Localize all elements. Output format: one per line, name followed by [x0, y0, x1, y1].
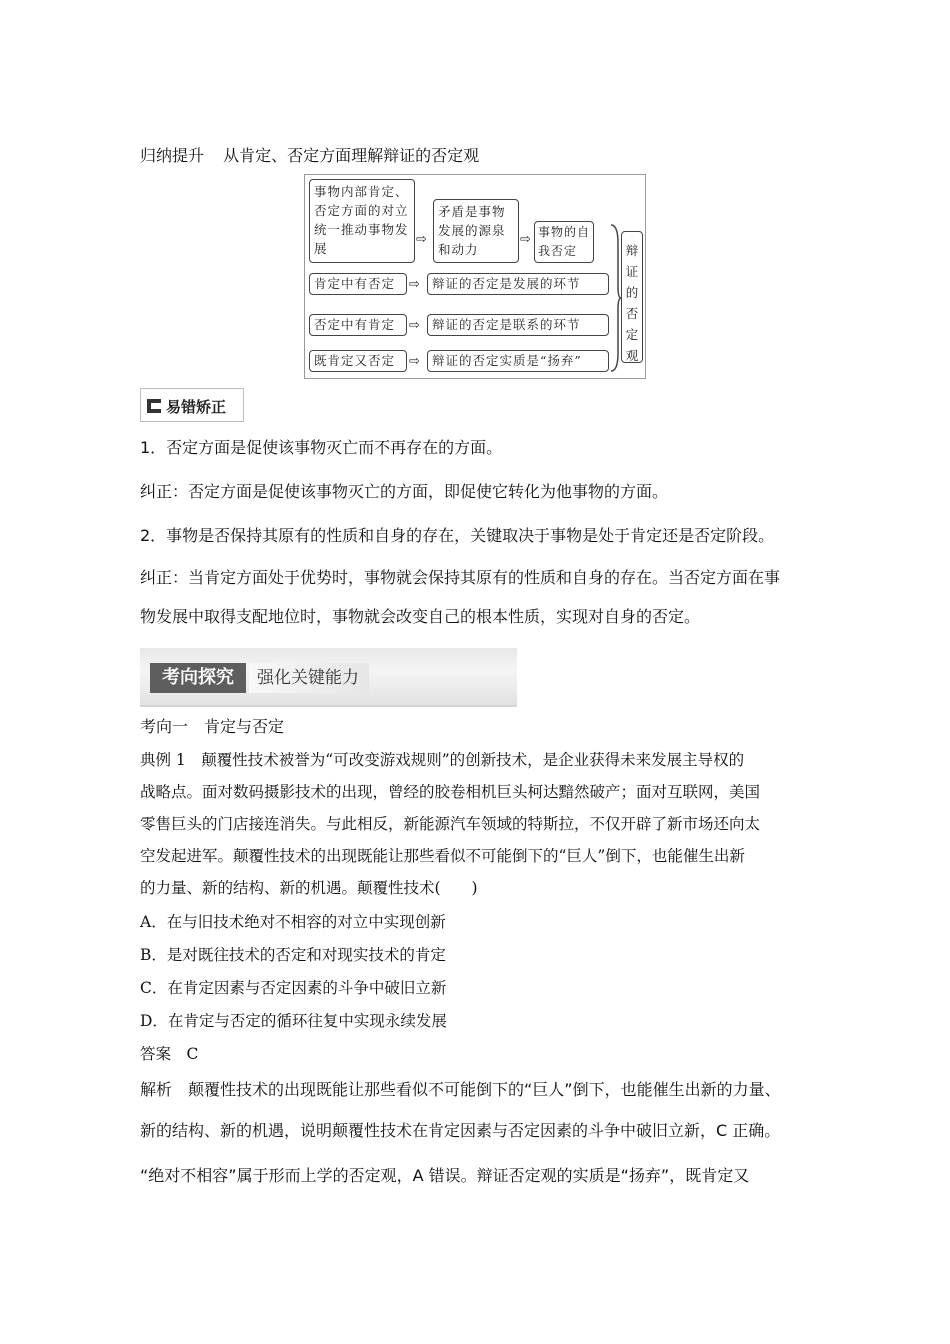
heading-label: 归纳提升	[140, 146, 205, 165]
error-correction-2	[140, 568, 780, 588]
analysis-line: “绝对不相容”属于形而上学的否定观，A 错误。辩证否定观的实质是“扬弃”，既肯定又	[140, 1166, 750, 1185]
heading	[140, 146, 479, 166]
example-line: 零售巨头的门店接连消失。与此相反，新能源汽车领域的特斯拉，不仅开辟了新市场还向太	[140, 815, 761, 833]
brace-icon	[609, 223, 621, 373]
example-line: 的力量、新的结构、新的机遇。颠覆性技术( )	[140, 879, 478, 897]
option-d: D．在肯定与否定的循环往复中实现永续发展	[140, 1012, 447, 1030]
arrow-icon: ⇨	[520, 232, 531, 247]
error-correction-1	[140, 482, 668, 502]
arrow-icon: ⇨	[416, 232, 427, 247]
example-line: 空发起进军。颠覆性技术的出现既能让那些看似不可能倒下的“巨人”倒下，也能催生出新	[140, 847, 745, 865]
topic-heading: 考向一 肯定与否定	[140, 717, 285, 736]
error-statement-1: 1．否定方面是促使该事物灭亡而不再存在的方面。	[140, 438, 503, 457]
section-marker-icon	[147, 399, 161, 413]
correction-label: 纠正：	[140, 568, 189, 587]
diagram-box-internal-opposition: 事物内部肯定、否定方面的对立统一推动事物发展	[309, 179, 415, 263]
concept-diagram	[304, 174, 646, 379]
option-b: B．是对既往技术的否定和对现实技术的肯定	[140, 946, 446, 964]
analysis-line: 新的结构、新的机遇，说明颠覆性技术在肯定因素与否定因素的斗争中破旧立新，C 正确。	[140, 1121, 781, 1140]
arrow-icon: ⇨	[409, 318, 420, 333]
section-label-text: 易错矫正	[166, 398, 227, 416]
heading-title: 从肯定、否定方面理解辩证的否定观	[223, 146, 480, 165]
example-line: 典例 1 颠覆性技术被誉为“可改变游戏规则”的创新技术，是企业获得未来发展主导权的	[140, 751, 745, 769]
diagram-box-self-negation: 事物的自我否定	[534, 221, 594, 263]
arrow-icon: ⇨	[409, 277, 420, 292]
diagram-box-row4-left: 既肯定又否定	[309, 350, 407, 372]
diagram-box-row4-right: 辩证的否定实质是“扬弃”	[427, 350, 609, 372]
diagram-side-box	[621, 231, 643, 363]
option-a: A．在与旧技术绝对不相容的对立中实现创新	[140, 913, 446, 931]
diagram-side-label: 辩证的否定观	[625, 243, 639, 363]
example-line: 战略点。面对数码摄影技术的出现，曾经的胶卷相机巨头柯达黯然破产；面对互联网，美国	[140, 783, 761, 801]
diagram-box-row2-left: 肯定中有否定	[309, 273, 407, 295]
correction-text: 否定方面是促使该事物灭亡的方面，即促使它转化为他事物的方面。	[188, 482, 669, 501]
banner-subtitle: 强化关键能力	[249, 663, 369, 693]
error-statement-2: 2．事物是否保持其原有的性质和自身的存在，关键取决于事物是处于肯定还是否定阶段。	[140, 526, 775, 545]
arrow-icon: ⇨	[409, 354, 420, 369]
section-label-common-errors	[140, 388, 244, 422]
diagram-box-row3-left: 否定中有肯定	[309, 314, 407, 336]
answer: 答案 C	[140, 1045, 199, 1063]
banner-title: 考向探究	[150, 663, 246, 693]
correction-text: 当肯定方面处于优势时，事物就会保持其原有的性质和自身的存在。当否定方面在事	[188, 568, 781, 587]
diagram-box-row3-right: 辩证的否定是联系的环节	[427, 314, 609, 336]
diagram-box-row2-right: 辩证的否定是发展的环节	[427, 273, 609, 295]
section-banner	[140, 648, 517, 707]
error-correction-2-cont: 物发展中取得支配地位时，事物就会改变自己的根本性质，实现对自身的否定。	[140, 607, 701, 626]
analysis-line: 解析 颠覆性技术的出现既能让那些看似不可能倒下的“巨人”倒下，也能催生出新的力量、	[140, 1080, 781, 1099]
correction-label: 纠正：	[140, 482, 189, 501]
option-c: C．在肯定因素与否定因素的斗争中破旧立新	[140, 979, 447, 997]
diagram-box-contradiction: 矛盾是事物发展的源泉和动力	[433, 199, 519, 263]
